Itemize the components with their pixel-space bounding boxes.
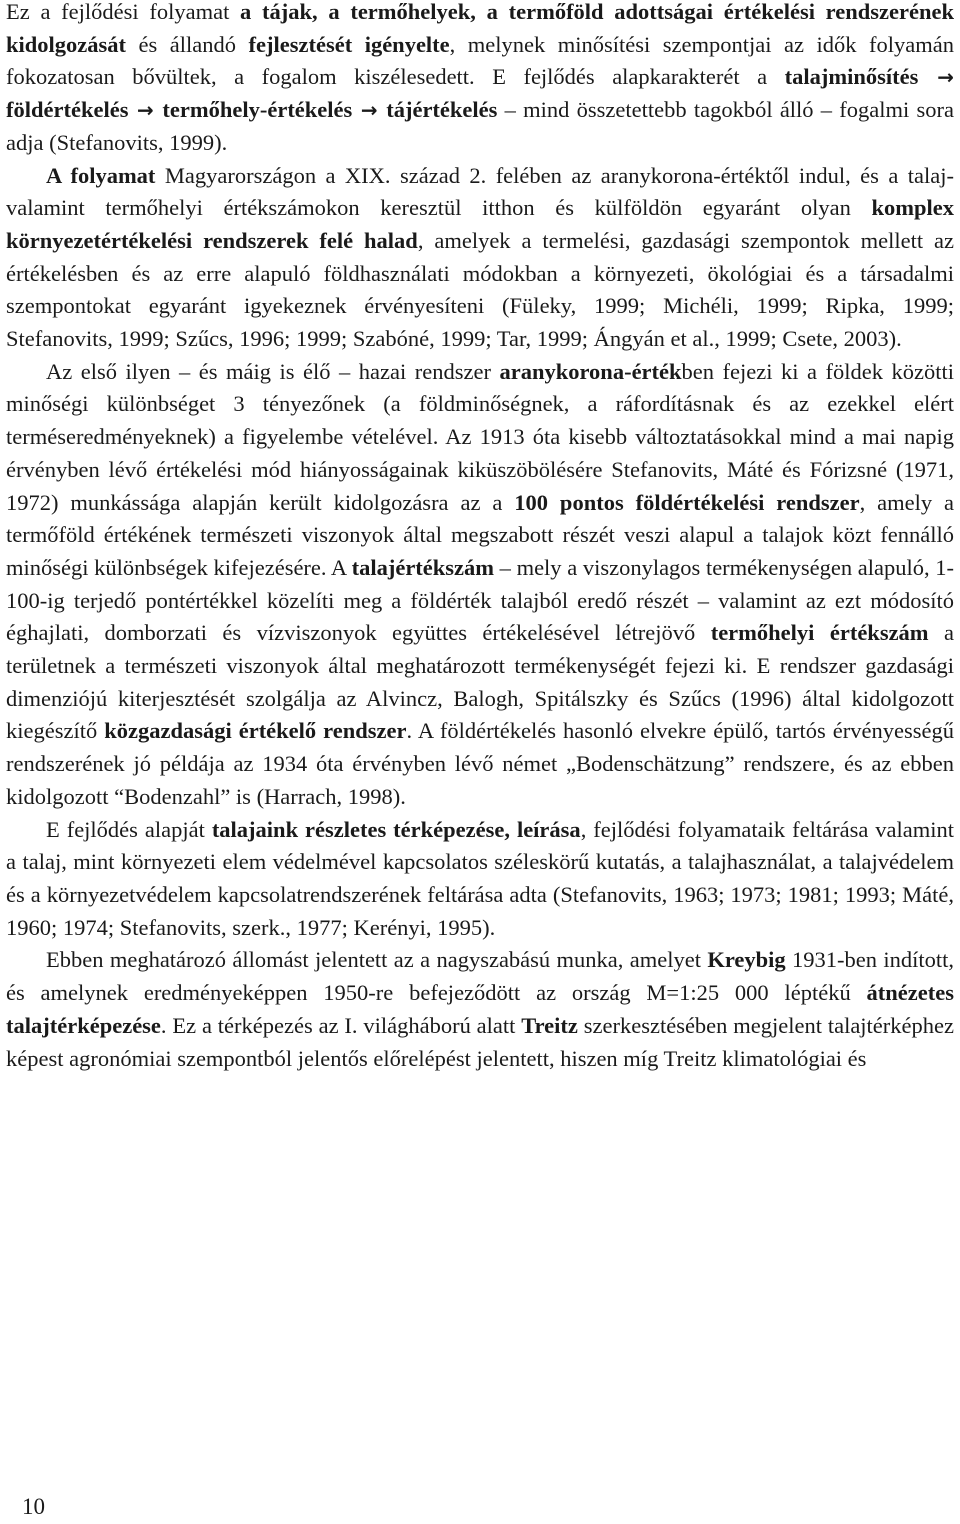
paragraph <box>6 160 954 356</box>
text-run: Ebben meghatározó állomást jelentett az a nagyszabású munka, amelyet <box>46 947 708 973</box>
text-run: , melynek minősítési szempontjai az idők folyamán fokozatosan bővültek, a fogalom kiszélesedett. E fejlődés alapkarakterét a <box>6 31 954 90</box>
bold-term: aranykorona-érték <box>499 358 682 384</box>
arrow-right-icon: → <box>918 65 954 90</box>
bold-term: talajminősítés <box>784 64 919 90</box>
text-run: , amely a termőföld értékének természeti viszonyok által megszabott részét veszi alapul a talajok közt fennálló minőségi különbségek kifejezésére. A <box>6 489 954 580</box>
text-run: 1931-ben indított, és amelynek eredményeképpen 1950-re befejeződött az ország M=1:25 000 léptékű <box>6 947 954 1006</box>
arrow-right-icon: → <box>352 98 387 123</box>
bold-term: földértékelés <box>6 97 129 123</box>
text-run: E fejlődés alapját <box>46 816 212 842</box>
bold-term: Kreybig <box>707 947 786 973</box>
bold-term: a tájak, a termőhelyek, a termőföld adottságai értékelési rendszerének kidolgozását <box>6 0 954 57</box>
paragraph <box>6 0 954 160</box>
paragraph <box>6 944 954 1075</box>
paragraph <box>6 356 954 814</box>
arrow-right-icon: → <box>128 98 163 123</box>
bold-term: A folyamat <box>46 162 156 188</box>
bold-term: termőhely-értékelés <box>162 97 353 123</box>
bold-term: fejlesztését igényelte <box>248 31 450 57</box>
text-run: . A földértékelés hasonló elvekre épülő, tartós érvényességű rendszerének jó példája az 1934 óta érvényben lévő német „Bodenschätzung” rendszere, és az ebben kidolgozott “Bodenzahl” is (Harrach, 1998). <box>6 718 954 809</box>
text-run: – mely a viszonylagos termékenységen alapuló, 1-100-ig terjedő pontértékkel közelíti meg a földérték talajból eredő részét – valamint az ezt módosító éghajlati, domborzati és vízviszonyok együttes értékelésével létrejövő <box>6 554 955 646</box>
text-run: . Ez a térképezés az I. világháború alatt <box>160 1012 522 1038</box>
bold-term: tájértékelés <box>386 97 498 123</box>
text-run: Az első ilyen – és máig is élő – hazai rendszer <box>46 358 500 384</box>
text-run: Magyarországon a XIX. század 2. felében az aranykorona-értéktől indul, és a talaj- valamint termőhelyi értékszámokon keresztül itthon és külföldön egyaránt olyan <box>6 162 954 221</box>
text-run: és állandó <box>126 31 249 57</box>
bold-term: átnézetes talajtérképezése <box>6 980 954 1038</box>
text-run: Ez a fejlődési folyamat <box>6 0 241 24</box>
text-run: – mind összetettebb tagokból álló – fogalmi sora adja (Stefanovits, 1999). <box>6 97 954 155</box>
text-run: ben fejezi ki a földek közötti minőségi különbséget 3 tényezőnek (a földminőségnek, a ráfordításnak és az ezekkel elért terméseredményeknek) a figyelembe vételével. Az 1913 óta kisebb változtatásokkal mind a mai napig érvényben lévő értékelési mód hiányosságainak kiküszöbölésére Stefanovits, Máté és Fórizsné (1971, 1972) munkássága alapján került kidolgozásra az a <box>6 358 954 515</box>
paragraph <box>6 814 954 945</box>
bold-term: Treitz <box>521 1012 578 1038</box>
bold-term: termőhelyi értékszám <box>710 620 929 646</box>
text-run: , fejlődési folyamataik feltárása valamint a talaj, mint környezeti elem védelmével kapcsolatos széleskörű kutatás, a talajhasználat, a talajvédelem és a környezetvédelem kapcsolatrendszerének feltárása adta (Stefanovits, 1963; 1973; 1981; 1993; Máté, 1960; 1974; Stefanovits, szerk., 1977; Kerényi, 1995). <box>6 816 954 940</box>
text-run: a területnek a természeti viszonyok által meghatározott termékenységét fejezi ki. E rendszer gazdasági dimenziójú kiterjesztését szolgálja az Alvincz, Balogh, Spitálszky és Szűcs (1996) által kidolgozott kiegészítő <box>6 620 954 744</box>
bold-term: közgazdasági értékelő rendszer <box>104 718 407 744</box>
bold-term: komplex környezetértékelési rendszerek felé halad <box>6 195 954 253</box>
body-text <box>6 0 954 1075</box>
bold-term: talajértékszám <box>351 554 495 580</box>
bold-term: 100 pontos földértékelési rendszer <box>514 489 860 515</box>
page-number: 10 <box>22 1494 45 1519</box>
text-run: , amelyek a termelési, gazdasági szempontok mellett az értékelésben és az erre alapuló földhasználati módokban a környezeti, ökológiai és a társadalmi szempontokat egyaránt igyekeznek érvényesíteni (Füleky, 1999; Michéli, 1999; Ripka, 1999; Stefanovits, 1999; Szűcs, 1996; 1999; Szabóné, 1999; Tar, 1999; Ángyán et al., 1999; Csete, 2003). <box>6 227 954 352</box>
bold-term: talajaink részletes térképezése, leírása <box>211 816 581 842</box>
text-run: szerkesztésében megjelent talajtérképhez képest agronómiai szempontból jelentős előrelépést jelentett, hiszen míg Treitz klimatológiai és <box>6 1012 954 1071</box>
